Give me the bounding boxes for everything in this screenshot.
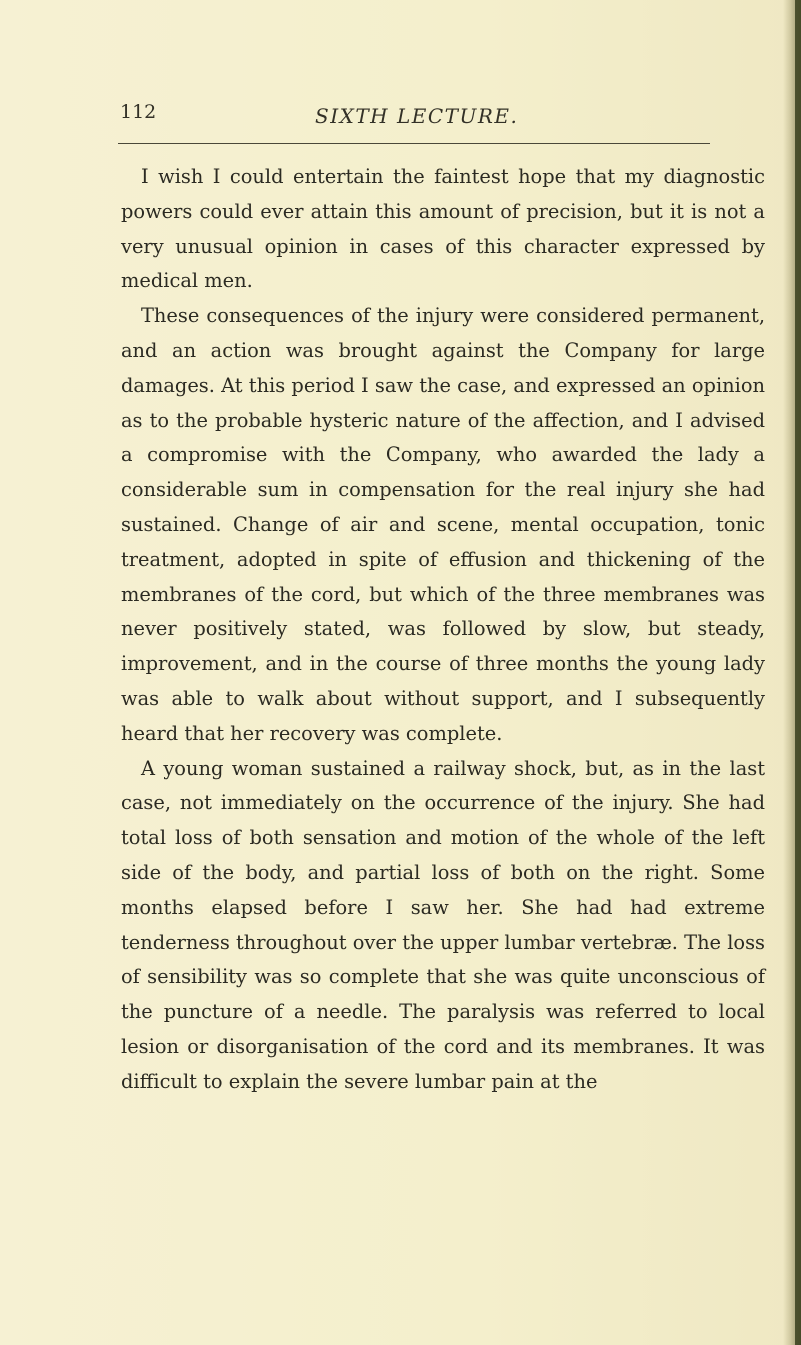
paragraph-2: These consequences of the injury were considered permanent, and an action was brought against the Company for large damages. At this period I saw the case, and expressed an opinion as to the probable hysteric nature of the affection, and I advised a compromise with the Company, who awarded the lady a considerable sum in compensation for the real injury she had sustained. Change of air and scene, mental occupation, tonic treatment, adopted in spite of effusion and thickening of the membranes of the cord, but which of the three membranes was never positively stated, was followed by slow, but steady, improvement, and in the course of three months the young lady was able to walk about without support, and I subsequently heard that her recovery was complete. [121,304,765,745]
page-number: 112 [120,101,157,123]
page-header [120,100,760,136]
paragraph-1: I wish I could entertain the faintest hope that my diagnostic powers could ever attain this amount of precision, but it is not a very unusual opinion in cases of this character expressed by medical men. [121,165,765,293]
paragraph-3: A young woman sustained a railway shock, but, as in the last case, not immediately on the occurrence of the injury. She had total loss of both sensation and motion of the whole of the left side of the body, and partial loss of both on the right. Some months elapsed before I saw her. She had had extreme tenderness throughout over the upper lumbar vertebræ. The loss of sensibility was so complete that she was quite unconscious of the puncture of a needle. The paralysis was referred to local lesion or disorganisation of the cord and its membranes. It was difficult to explain the severe lumbar pain at the [121,756,765,1093]
header-rule [118,143,710,144]
running-title: SIXTH LECTURE. [315,104,519,128]
page-edge [795,0,801,1345]
body-text [121,160,765,1100]
